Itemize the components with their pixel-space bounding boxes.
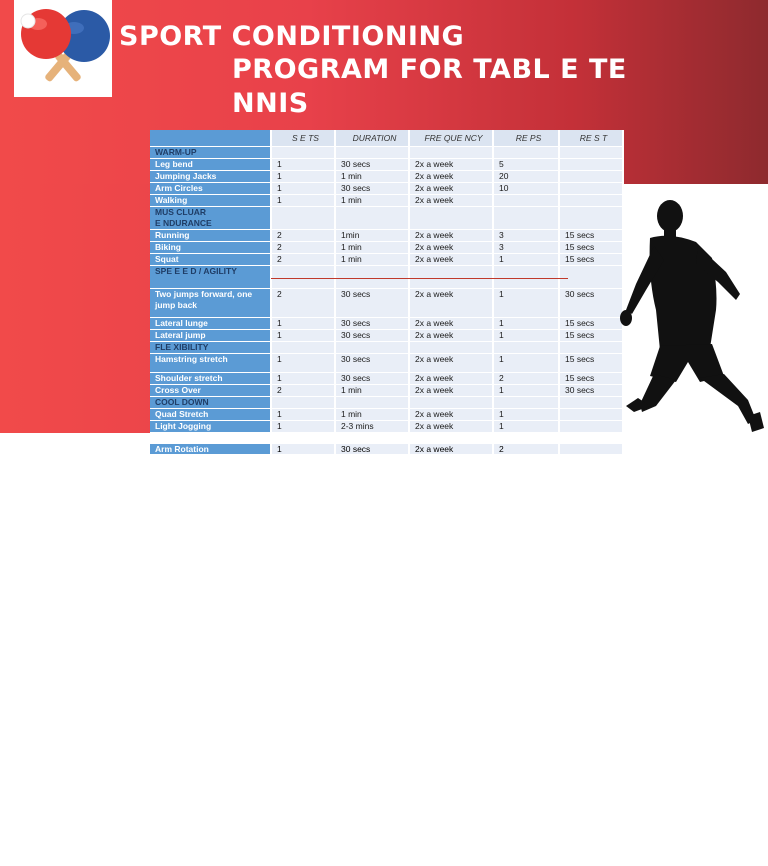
table-row (150, 183, 624, 195)
exercise-label: Light Jogging (150, 421, 272, 433)
section-label (150, 207, 272, 230)
rest-cell: 15 secs (560, 330, 624, 342)
rest-cell (560, 159, 624, 171)
sets-cell: 1 (272, 409, 336, 421)
empty-cell (272, 397, 336, 409)
section-label: COOL DOWN (150, 397, 272, 409)
sets-cell: 2 (272, 289, 336, 318)
table-row (150, 421, 624, 433)
reps-cell: 1 (494, 354, 560, 373)
exercise-label: Quad Stretch (150, 409, 272, 421)
rest-cell (560, 183, 624, 195)
rest-cell: 15 secs (560, 354, 624, 373)
exercise-label: Biking (150, 242, 272, 254)
empty-cell (272, 342, 336, 354)
table-row (150, 318, 624, 330)
reps-cell: 20 (494, 171, 560, 183)
rest-cell: 15 secs (560, 230, 624, 242)
duration-cell: 30 secs (336, 289, 410, 318)
duration-cell: 1 min (336, 195, 410, 207)
table-row (150, 354, 624, 373)
header-cell (150, 130, 272, 147)
duration-cell: 30 secs (336, 354, 410, 373)
exercise-label: Lateral jump (150, 330, 272, 342)
frequency-cell: 2x a week (410, 242, 494, 254)
duration-cell: 30 secs (336, 159, 410, 171)
section-row (150, 207, 624, 230)
exercise-label: Leg bend (150, 159, 272, 171)
rest-cell (560, 444, 624, 454)
sets-cell: 2 (272, 254, 336, 266)
duration-cell: 1 min (336, 171, 410, 183)
empty-cell (560, 266, 624, 289)
exercise-label: Running (150, 230, 272, 242)
exercise-label: Jumping Jacks (150, 171, 272, 183)
empty-cell (494, 397, 560, 409)
rest-cell: 30 secs (560, 289, 624, 318)
reps-cell: 1 (494, 385, 560, 397)
table-row (150, 242, 624, 254)
table-row (150, 230, 624, 242)
table-row (150, 444, 624, 454)
duration-cell: 30 secs (336, 330, 410, 342)
rest-cell: 15 secs (560, 254, 624, 266)
reps-cell: 1 (494, 254, 560, 266)
section-label: SPE E E D / AGILITY (150, 266, 272, 289)
empty-cell (410, 147, 494, 159)
section-label: FLE XIBILITY (150, 342, 272, 354)
frequency-cell: 2x a week (410, 421, 494, 433)
reps-cell: 2 (494, 444, 560, 454)
rest-cell (560, 195, 624, 207)
table-row (150, 409, 624, 421)
duration-cell: 30 secs (336, 318, 410, 330)
duration-cell: 1min (336, 230, 410, 242)
reps-cell: 3 (494, 230, 560, 242)
frequency-cell: 2x a week (410, 444, 494, 454)
exercise-label: Squat (150, 254, 272, 266)
empty-cell (410, 342, 494, 354)
header-cell-reps: RE PS (494, 130, 560, 147)
section-label: WARM-UP (150, 147, 272, 159)
duration-cell: 1 min (336, 409, 410, 421)
frequency-cell: 2x a week (410, 318, 494, 330)
reps-cell: 1 (494, 330, 560, 342)
sets-cell: 1 (272, 444, 336, 454)
duration-cell: 1 min (336, 242, 410, 254)
header-cell-frequency: FRE QUE NCY (410, 130, 494, 147)
sets-cell: 1 (272, 354, 336, 373)
rest-cell (560, 409, 624, 421)
frequency-cell: 2x a week (410, 409, 494, 421)
rest-cell: 15 secs (560, 242, 624, 254)
conditioning-table (150, 130, 624, 433)
reps-cell: 1 (494, 421, 560, 433)
empty-cell (272, 207, 336, 230)
table-row (150, 385, 624, 397)
empty-cell (272, 147, 336, 159)
duration-cell: 1 min (336, 385, 410, 397)
frequency-cell: 2x a week (410, 373, 494, 385)
rest-cell: 15 secs (560, 318, 624, 330)
empty-cell (494, 207, 560, 230)
rest-cell (560, 171, 624, 183)
exercise-label: Two jumps forward, one jump back (150, 289, 272, 318)
frequency-cell: 2x a week (410, 171, 494, 183)
frequency-cell: 2x a week (410, 230, 494, 242)
section-label-line: MUS CLUAR (155, 207, 206, 217)
empty-cell (494, 147, 560, 159)
frequency-cell: 2x a week (410, 254, 494, 266)
header-cell-rest: RE S T (560, 130, 624, 147)
empty-cell (336, 147, 410, 159)
reps-cell: 5 (494, 159, 560, 171)
table-header-row (150, 130, 624, 147)
exercise-label: Arm Circles (150, 183, 272, 195)
empty-cell (336, 207, 410, 230)
section-divider (271, 278, 568, 279)
empty-cell (410, 207, 494, 230)
empty-cell (410, 397, 494, 409)
exercise-label: Arm Rotation (150, 444, 272, 454)
empty-cell (336, 397, 410, 409)
sets-cell: 2 (272, 385, 336, 397)
empty-cell (560, 397, 624, 409)
table-row (150, 373, 624, 385)
table-row (150, 159, 624, 171)
table-tennis-player-silhouette (620, 198, 768, 434)
exercise-label: Lateral lunge (150, 318, 272, 330)
exercise-label: Hamstring stretch (150, 354, 272, 373)
section-row (150, 342, 624, 354)
reps-cell: 1 (494, 318, 560, 330)
table-row (150, 254, 624, 266)
table-row (150, 289, 624, 318)
reps-cell: 10 (494, 183, 560, 195)
frequency-cell: 2x a week (410, 385, 494, 397)
sets-cell: 1 (272, 373, 336, 385)
sets-cell: 1 (272, 183, 336, 195)
frequency-cell: 2x a week (410, 159, 494, 171)
sets-cell: 1 (272, 159, 336, 171)
section-label-line: E NDURANCE (155, 218, 212, 228)
sets-cell: 2 (272, 242, 336, 254)
ping-pong-paddles-icon (14, 0, 112, 97)
sets-cell: 1 (272, 421, 336, 433)
frequency-cell: 2x a week (410, 354, 494, 373)
sets-cell: 1 (272, 195, 336, 207)
exercise-label: Shoulder stretch (150, 373, 272, 385)
extra-exercise-table (150, 444, 624, 454)
section-row (150, 397, 624, 409)
empty-cell (560, 207, 624, 230)
duration-cell: 30 secs (336, 373, 410, 385)
sets-cell: 1 (272, 171, 336, 183)
reps-cell: 1 (494, 289, 560, 318)
sets-cell: 2 (272, 230, 336, 242)
page-title-line-2: PROGRAM FOR TABL E TE (232, 54, 627, 85)
empty-cell (560, 342, 624, 354)
reps-cell: 2 (494, 373, 560, 385)
empty-cell (336, 342, 410, 354)
header-cell-duration: DURATION (336, 130, 410, 147)
empty-cell (494, 342, 560, 354)
table-row (150, 330, 624, 342)
rest-cell: 15 secs (560, 373, 624, 385)
rest-cell: 30 secs (560, 385, 624, 397)
reps-cell: 1 (494, 409, 560, 421)
duration-cell: 2-3 mins (336, 421, 410, 433)
logo (14, 0, 112, 97)
frequency-cell: 2x a week (410, 289, 494, 318)
empty-cell (560, 147, 624, 159)
header-cell-sets: S E TS (272, 130, 336, 147)
duration-cell: 30 secs (336, 183, 410, 195)
table-row (150, 171, 624, 183)
frequency-cell: 2x a week (410, 183, 494, 195)
page-title-line-1: SPORT CONDITIONING (119, 21, 465, 52)
reps-cell: 3 (494, 242, 560, 254)
rest-cell (560, 421, 624, 433)
page-title-line-3: NNIS (232, 88, 309, 119)
exercise-label: Walking (150, 195, 272, 207)
exercise-label: Cross Over (150, 385, 272, 397)
frequency-cell: 2x a week (410, 330, 494, 342)
duration-cell: 1 min (336, 254, 410, 266)
sets-cell: 1 (272, 330, 336, 342)
table-row (150, 195, 624, 207)
duration-cell: 30 secs (336, 444, 410, 454)
sets-cell: 1 (272, 318, 336, 330)
section-row (150, 147, 624, 159)
reps-cell (494, 195, 560, 207)
frequency-cell: 2x a week (410, 195, 494, 207)
